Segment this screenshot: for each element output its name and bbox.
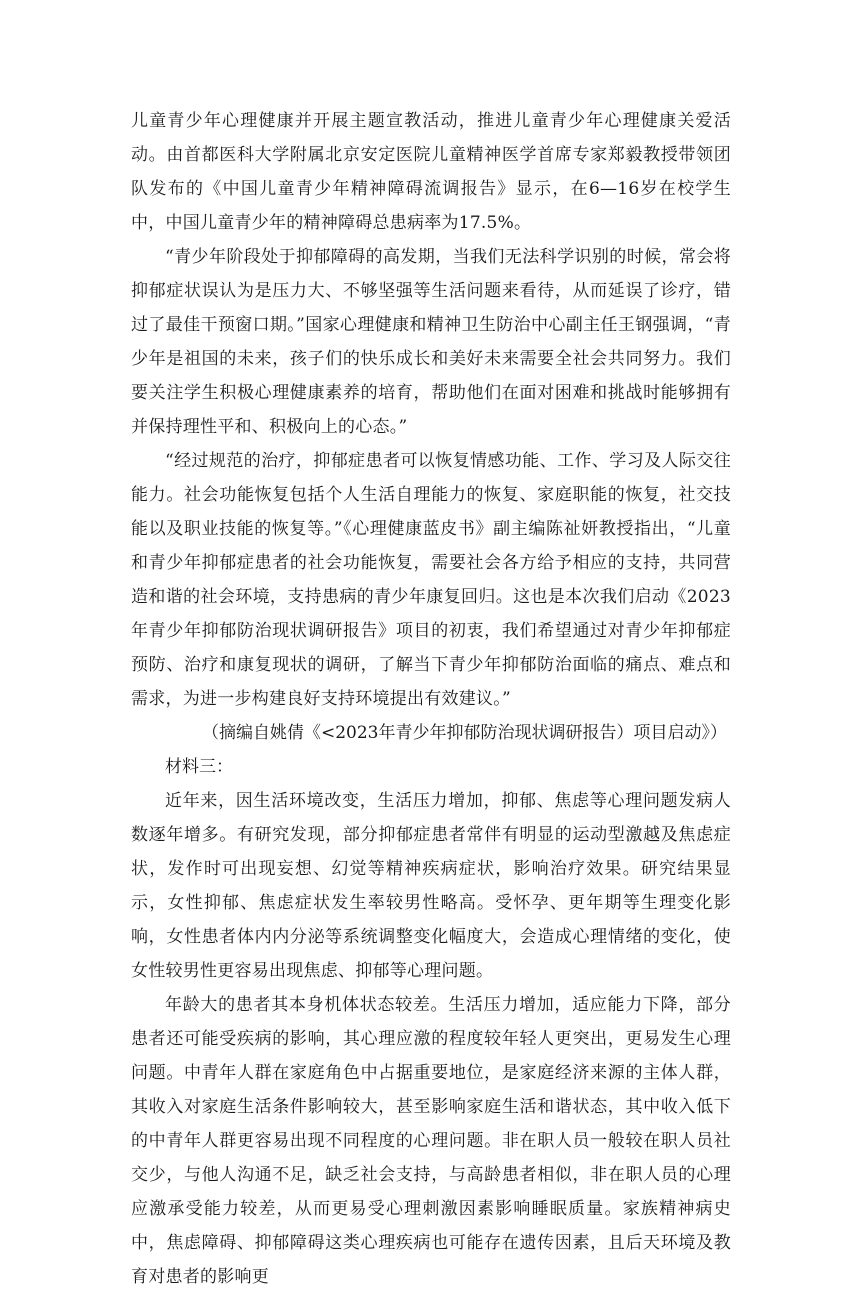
paragraph-material-three-1: 近年来，因生活环境改变，生活压力增加，抑郁、焦虑等心理问题发病人数逐年增多。有研究发现，部分抑郁症患者常伴有明显的运动型激越及焦虑症状，发作时可出现妄想、幻觉等精神疾病症状，影响治疗效果。研究结果显示，女性抑郁、焦虑症状发生率较男性略高。受怀孕、更年期等生理变化影响，女性患者体内内分泌等系统调整变化幅度大，会造成心理情绪的变化，使女性较男性更容易出现焦虑、抑郁等心理问题。 [131, 791, 731, 981]
paragraph-quote-wang-gang: “青少年阶段处于抑郁障碍的高发期，当我们无法科学识别的时候，常会将抑郁症状误认为是压力大、不够坚强等生活问题来看待，从而延误了诊疗，错过了最佳干预窗口期。”国家心理健康和精神卫生防治中心副主任王钢强调，“青少年是祖国的未来，孩子们的快乐成长和美好未来需要全社会共同努力。我们要关注学生积极心理健康素养的培育，帮助他们在面对困难和挑战时能够拥有并保持理性平和、积极向上的心态。” [131, 247, 731, 437]
paragraph-quote-chen-zhiyan: “经过规范的治疗，抑郁症患者可以恢复情感功能、工作、学习及人际交往能力。社会功能恢复包括个人生活自理能力的恢复、家庭职能的恢复，社交技能以及职业技能的恢复等。”《心理健康蓝皮书》副主编陈祉妍教授指出，“儿童和青少年抑郁症患者的社会功能恢复，需要社会各方给予相应的支持，共同营造和谐的社会环境，支持患病的青少年康复回归。这也是本次我们启动《2023年青少年抑郁防治现状调研报告》项目的初衷，我们希望通过对青少年抑郁症预防、治疗和康复现状的调研，了解当下青少年抑郁防治面临的痛点、难点和需求，为进一步构建良好支持环境提出有效建议。” [131, 451, 731, 709]
section-label-material-three: 材料三： [165, 757, 233, 777]
paragraph-continuation: 儿童青少年心理健康并开展主题宣教活动，推进儿童青少年心理健康关爱活动。由首都医科大学附属北京安定医院儿童精神医学首席专家郑毅教授带领团队发布的《中国儿童青少年精神障碍流调报告》显示，在6—16岁在校学生中，中国儿童青少年的精神障碍总患病率为17.5%。 [131, 111, 731, 233]
paragraph-material-three-2: 年龄大的患者其本身机体状态较差。生活压力增加，适应能力下降，部分患者还可能受疾病的影响，其心理应激的程度较年轻人更突出，更易发生心理问题。中青年人群在家庭角色中占据重要地位，是家庭经济来源的主体人群，其收入对家庭生活条件影响较大，甚至影响家庭生活和谐状态，其中收入低下的中青年人群更容易出现不同程度的心理问题。非在职人员一般较在职人员社交少，与他人沟通不足，缺乏社会支持，与高龄患者相似，非在职人员的心理应激承受能力较差，从而更易受心理刺激因素影响睡眠质量。家族精神病史中，焦虑障碍、抑郁障碍这类心理疾病也可能存在遗传因素，且后天环境及教育对患者的影响更 [131, 995, 731, 1287]
article-body [131, 104, 731, 1294]
source-citation: （摘编自姚倩《<2023年青少年抑郁防治现状调研报告）项目启动》） [201, 723, 727, 743]
